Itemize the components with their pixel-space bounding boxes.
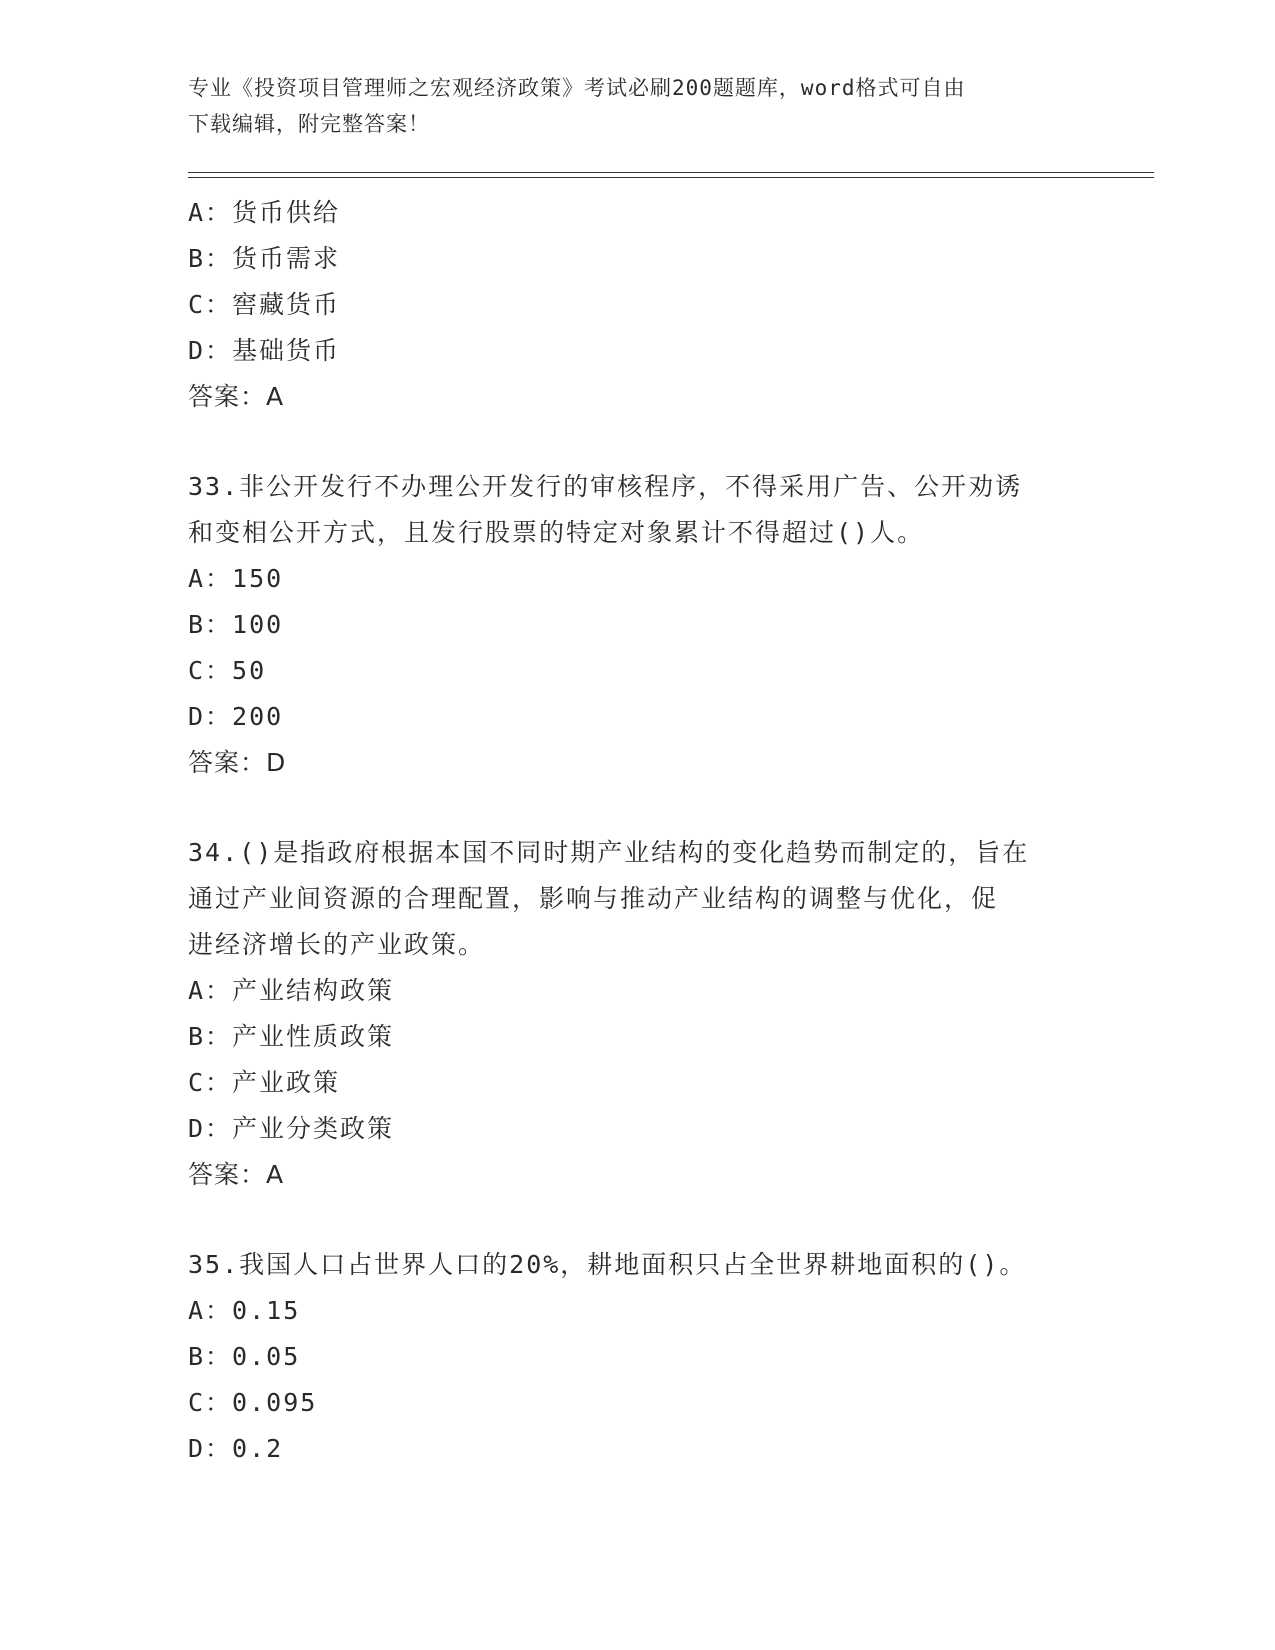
option-d: D：产业分类政策 — [188, 1114, 395, 1143]
answer-line: 答案：A — [188, 382, 285, 411]
option-d: D：200 — [188, 702, 284, 731]
option-b: B：100 — [188, 610, 284, 639]
option-a: A：0.15 — [188, 1296, 301, 1325]
header-rule-top — [188, 172, 1154, 173]
option-c: C：窖藏货币 — [188, 290, 341, 319]
question-text: 进经济增长的产业政策。 — [188, 930, 486, 959]
answer-line: 答案：A — [188, 1160, 285, 1189]
question-text: 和变相公开方式，且发行股票的特定对象累计不得超过()人。 — [188, 518, 925, 547]
option-b: B：0.05 — [188, 1342, 301, 1371]
document-header — [188, 70, 1068, 142]
question-34 — [188, 830, 1088, 1198]
option-c: C：0.095 — [188, 1388, 318, 1417]
question-text: 33.非公开发行不办理公开发行的审核程序，不得采用广告、公开劝诱 — [188, 472, 1023, 501]
option-c: C：50 — [188, 656, 267, 685]
option-b: B：货币需求 — [188, 244, 341, 273]
header-rule-bottom — [188, 177, 1154, 178]
spacer — [188, 420, 1088, 464]
option-a: A：产业结构政策 — [188, 976, 395, 1005]
question-33 — [188, 464, 1088, 786]
question-text: 通过产业间资源的合理配置，影响与推动产业结构的调整与优化，促 — [188, 884, 999, 913]
document-body — [188, 190, 1088, 1472]
option-d: D：0.2 — [188, 1434, 284, 1463]
option-d: D：基础货币 — [188, 336, 341, 365]
spacer — [188, 1198, 1088, 1242]
previous-question-tail — [188, 190, 1088, 420]
spacer — [188, 786, 1088, 830]
question-text: 34.()是指政府根据本国不同时期产业结构的变化趋势而制定的，旨在 — [188, 838, 1030, 867]
question-text: 35.我国人口占世界人口的20%，耕地面积只占全世界耕地面积的()。 — [188, 1250, 1027, 1279]
option-a: A：货币供给 — [188, 198, 341, 227]
question-35 — [188, 1242, 1088, 1472]
option-a: A：150 — [188, 564, 284, 593]
option-c: C：产业政策 — [188, 1068, 341, 1097]
answer-line: 答案：D — [188, 748, 287, 777]
header-line-1: 专业《投资项目管理师之宏观经济政策》考试必刷200题题库，word格式可自由 — [188, 76, 966, 100]
option-b: B：产业性质政策 — [188, 1022, 395, 1051]
header-line-2: 下载编辑，附完整答案！ — [188, 112, 430, 136]
